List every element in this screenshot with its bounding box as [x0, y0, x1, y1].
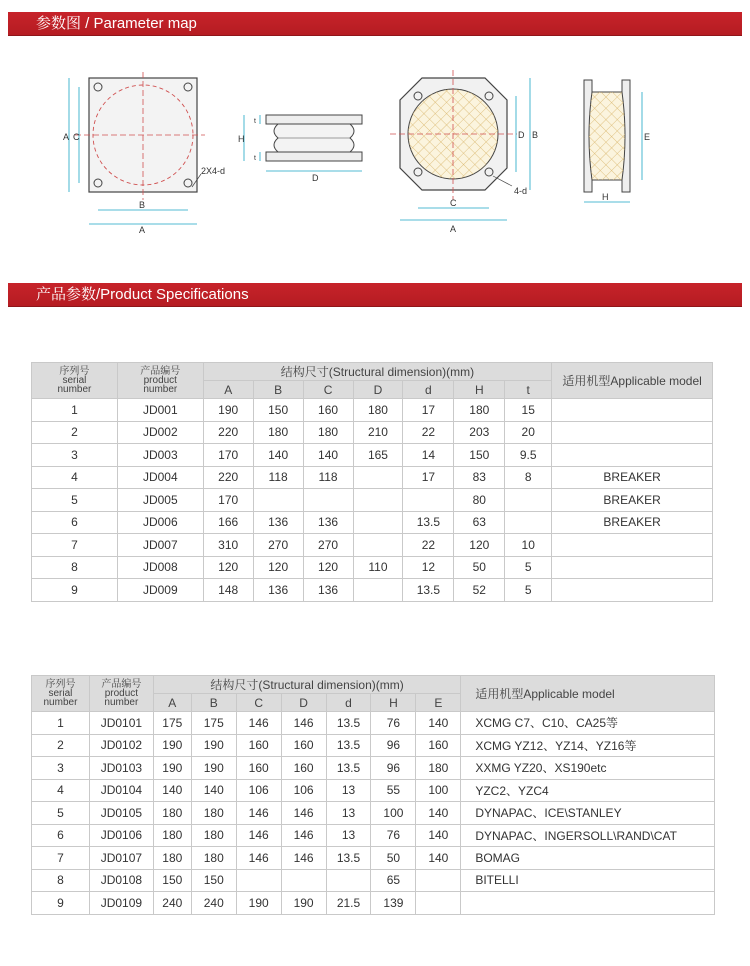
dimension-cell: 148 — [203, 579, 253, 602]
spec-table-2 — [31, 675, 715, 915]
label-b: B — [139, 200, 146, 210]
parameter-map-title: 参数图 / Parameter map — [36, 15, 197, 32]
spec-table-1-body — [32, 399, 713, 602]
dimension-cell: 106 — [236, 779, 281, 802]
dimension-cell: 76 — [371, 824, 416, 847]
serial-cell: 9 — [32, 892, 90, 915]
dimension-cell: 150 — [153, 869, 191, 892]
label-a-vertical: A — [63, 132, 70, 142]
product-code-cell: JD008 — [117, 556, 203, 579]
label-d-upper: D — [518, 130, 525, 140]
serial-cell: 6 — [32, 511, 118, 534]
dimension-cell: 146 — [281, 847, 326, 870]
table-row — [32, 824, 715, 847]
serial-cell: 6 — [32, 824, 90, 847]
serial-header-en2: number — [57, 384, 92, 395]
dimension-cell: 17 — [403, 399, 454, 422]
serial-cell: 3 — [32, 757, 90, 780]
column-header: d — [326, 694, 371, 712]
label-h: H — [238, 134, 245, 144]
dimension-cell: 136 — [253, 511, 303, 534]
product-code-cell: JD0108 — [89, 869, 153, 892]
dimension-cell: 146 — [236, 802, 281, 825]
dimension-cell: 166 — [203, 511, 253, 534]
dimension-cell: 150 — [454, 444, 505, 467]
dimension-cell: 175 — [153, 712, 191, 735]
dimension-cell: 210 — [353, 421, 403, 444]
model-cell: XXMG YZ20、XS190etc — [461, 757, 715, 780]
dimension-cell: 180 — [454, 399, 505, 422]
dimension-cell — [505, 511, 552, 534]
serial-cell: 4 — [32, 466, 118, 489]
table-row — [32, 779, 715, 802]
serial-cell: 2 — [32, 734, 90, 757]
dimension-cell — [353, 466, 403, 489]
serial-cell: 7 — [32, 847, 90, 870]
dimension-cell: 160 — [281, 757, 326, 780]
dimension-cell — [505, 489, 552, 512]
serial-cell: 1 — [32, 399, 118, 422]
dimension-cell: 136 — [303, 579, 353, 602]
dimension-cell: 5 — [505, 556, 552, 579]
label-2x4-d: 2X4-d — [201, 166, 226, 176]
dimension-cell: 220 — [203, 466, 253, 489]
dimension-cell: 13.5 — [326, 712, 371, 735]
dimension-cell: 118 — [253, 466, 303, 489]
serial-cell: 7 — [32, 534, 118, 557]
dimension-cell: 100 — [416, 779, 461, 802]
product-header — [89, 676, 153, 712]
dimension-cell: 83 — [454, 466, 505, 489]
dimension-cell: 17 — [403, 466, 454, 489]
serial-cell: 1 — [32, 712, 90, 735]
dimension-cell: 180 — [253, 421, 303, 444]
product-header-cn: 产品编号 — [101, 679, 142, 690]
product-header-en2: number — [104, 697, 139, 708]
dimension-cell: 190 — [191, 757, 236, 780]
dimension-header: 结构尺寸(Structural dimension)(mm) — [203, 363, 551, 381]
spec-table-2-body — [32, 712, 715, 915]
dimension-cell: 140 — [416, 847, 461, 870]
table-row — [32, 734, 715, 757]
product-code-cell: JD001 — [117, 399, 203, 422]
dimension-header: 结构尺寸(Structural dimension)(mm) — [153, 676, 460, 694]
dimension-cell: 100 — [371, 802, 416, 825]
table-row — [32, 534, 713, 557]
dimension-cell: 170 — [203, 489, 253, 512]
label-c-bottom: C — [450, 198, 457, 208]
dimension-cell — [353, 511, 403, 534]
dimension-cell: 190 — [191, 734, 236, 757]
dimension-cell: 120 — [303, 556, 353, 579]
dimension-cell: 175 — [191, 712, 236, 735]
serial-cell: 8 — [32, 869, 90, 892]
dimension-cell: 106 — [281, 779, 326, 802]
dimension-cell: 150 — [253, 399, 303, 422]
product-header — [117, 363, 203, 399]
dimension-cell: 15 — [505, 399, 552, 422]
dimension-cell — [281, 869, 326, 892]
product-code-cell: JD006 — [117, 511, 203, 534]
dimension-cell: 80 — [454, 489, 505, 512]
dimension-cell: 140 — [416, 802, 461, 825]
dimension-cell: 21.5 — [326, 892, 371, 915]
dimension-cell: 203 — [454, 421, 505, 444]
serial-header-en: serial — [48, 688, 73, 699]
dimension-cell: 9.5 — [505, 444, 552, 467]
dimension-cell: 270 — [303, 534, 353, 557]
product-code-cell: JD0102 — [89, 734, 153, 757]
dimension-cell: 180 — [153, 802, 191, 825]
product-code-cell: JD0107 — [89, 847, 153, 870]
product-header-cn: 产品编号 — [140, 366, 181, 377]
label-c: C — [73, 132, 80, 142]
model-cell — [552, 421, 713, 444]
table-row — [32, 847, 715, 870]
dimension-cell: 139 — [371, 892, 416, 915]
dimension-cell: 160 — [236, 734, 281, 757]
model-cell — [552, 556, 713, 579]
parameter-map-banner — [8, 12, 742, 36]
dimension-cell: 8 — [505, 466, 552, 489]
column-header: t — [505, 381, 552, 399]
model-cell — [552, 444, 713, 467]
dimension-cell: 13.5 — [326, 734, 371, 757]
dimension-cell: 240 — [191, 892, 236, 915]
dimension-cell: 120 — [203, 556, 253, 579]
model-cell: XCMG C7、C10、CA25等 — [461, 712, 715, 735]
dimension-cell — [416, 892, 461, 915]
model-cell: XCMG YZ12、YZ14、YZ16等 — [461, 734, 715, 757]
dimension-cell — [253, 489, 303, 512]
dimension-cell: 146 — [236, 824, 281, 847]
dimension-cell: 136 — [303, 511, 353, 534]
serial-cell: 4 — [32, 779, 90, 802]
dimension-cell: 160 — [303, 399, 353, 422]
product-header-en2: number — [143, 384, 178, 395]
product-header-en: product — [143, 375, 177, 386]
serial-header-cn: 序列号 — [59, 366, 90, 377]
table-row — [32, 444, 713, 467]
dimension-cell: 310 — [203, 534, 253, 557]
column-header: C — [303, 381, 353, 399]
product-code-cell: JD009 — [117, 579, 203, 602]
product-code-cell: JD0106 — [89, 824, 153, 847]
dimension-cell: 96 — [371, 734, 416, 757]
label-4-d: 4-d — [514, 186, 528, 196]
dimension-cell: 220 — [203, 421, 253, 444]
dimension-cell: 13.5 — [326, 847, 371, 870]
serial-cell: 8 — [32, 556, 118, 579]
dimension-cell: 22 — [403, 421, 454, 444]
table-row — [32, 466, 713, 489]
column-header: B — [253, 381, 303, 399]
dimension-cell: 76 — [371, 712, 416, 735]
dimension-cell: 118 — [303, 466, 353, 489]
label-a: A — [139, 225, 146, 235]
label-d: D — [312, 173, 319, 183]
dimension-cell: 22 — [403, 534, 454, 557]
dimension-cell: 160 — [281, 734, 326, 757]
column-header: d — [403, 381, 454, 399]
dimension-cell: 13 — [326, 802, 371, 825]
dimension-cell: 140 — [416, 824, 461, 847]
table-row — [32, 399, 713, 422]
dimension-cell: 190 — [236, 892, 281, 915]
dimension-cell: 50 — [454, 556, 505, 579]
column-header: H — [454, 381, 505, 399]
product-code-cell: JD0109 — [89, 892, 153, 915]
dimension-cell — [326, 869, 371, 892]
label-b-right: B — [532, 130, 539, 140]
dimension-cell — [236, 869, 281, 892]
product-code-cell: JD003 — [117, 444, 203, 467]
serial-cell: 2 — [32, 421, 118, 444]
dimension-cell — [303, 489, 353, 512]
dimension-cell: 55 — [371, 779, 416, 802]
table-row — [32, 421, 713, 444]
dimension-cell: 13.5 — [403, 579, 454, 602]
model-header: 适用机型Applicable model — [552, 363, 713, 399]
dimension-cell: 190 — [281, 892, 326, 915]
dimension-cell: 270 — [253, 534, 303, 557]
dimension-cell: 120 — [454, 534, 505, 557]
column-header: H — [371, 694, 416, 712]
dimension-cell: 180 — [153, 847, 191, 870]
dimension-cell: 146 — [281, 802, 326, 825]
dimension-cell: 146 — [281, 824, 326, 847]
dimension-cell — [353, 489, 403, 512]
dimension-cell: 20 — [505, 421, 552, 444]
dimension-cell: 170 — [203, 444, 253, 467]
dimension-cell: 150 — [191, 869, 236, 892]
model-cell: BOMAG — [461, 847, 715, 870]
dimension-cell: 136 — [253, 579, 303, 602]
column-header: D — [353, 381, 403, 399]
dimension-cell: 160 — [236, 757, 281, 780]
dimension-cell: 180 — [191, 847, 236, 870]
product-specifications-title: 产品参数/Product Specifications — [36, 286, 249, 303]
column-header: E — [416, 694, 461, 712]
column-header: D — [281, 694, 326, 712]
dimension-cell — [353, 534, 403, 557]
dimension-cell: 14 — [403, 444, 454, 467]
product-code-cell: JD0104 — [89, 779, 153, 802]
serial-cell: 5 — [32, 489, 118, 512]
diagram-mount-side-view — [232, 95, 372, 185]
column-header: B — [191, 694, 236, 712]
column-header: C — [236, 694, 281, 712]
dimension-cell: 160 — [416, 734, 461, 757]
dimension-cell: 190 — [153, 757, 191, 780]
model-cell — [552, 579, 713, 602]
dimension-cell: 140 — [191, 779, 236, 802]
dimension-cell: 63 — [454, 511, 505, 534]
diagram-cylinder-side-view — [572, 74, 662, 214]
dimension-cell: 65 — [371, 869, 416, 892]
model-cell — [461, 892, 715, 915]
dimension-cell: 50 — [371, 847, 416, 870]
dimension-cell — [416, 869, 461, 892]
dimension-cell: 13 — [326, 824, 371, 847]
dimension-cell: 146 — [236, 712, 281, 735]
product-code-cell: JD004 — [117, 466, 203, 489]
serial-header-cn: 序列号 — [45, 679, 76, 690]
dimension-cell: 140 — [253, 444, 303, 467]
dimension-cell: 140 — [303, 444, 353, 467]
dimension-cell: 12 — [403, 556, 454, 579]
table-row — [32, 511, 713, 534]
serial-header-en: serial — [62, 375, 87, 386]
model-cell: BREAKER — [552, 489, 713, 512]
serial-header-en2: number — [43, 697, 78, 708]
dimension-cell: 180 — [191, 824, 236, 847]
diagram-octagon-top-view — [390, 68, 550, 240]
dimension-cell: 120 — [253, 556, 303, 579]
dimension-cell: 180 — [416, 757, 461, 780]
dimension-cell — [353, 579, 403, 602]
dimension-cell: 10 — [505, 534, 552, 557]
label-t-bottom: t — [254, 155, 256, 162]
product-code-cell: JD0105 — [89, 802, 153, 825]
product-code-cell: JD0103 — [89, 757, 153, 780]
column-header: A — [203, 381, 253, 399]
table-row — [32, 757, 715, 780]
product-specifications-banner — [8, 283, 742, 307]
dimension-cell: 13.5 — [326, 757, 371, 780]
spec-table-1 — [31, 362, 713, 602]
dimension-cell: 52 — [454, 579, 505, 602]
dimension-cell — [403, 489, 454, 512]
model-cell: BREAKER — [552, 511, 713, 534]
table-row — [32, 579, 713, 602]
column-header: A — [153, 694, 191, 712]
model-cell: DYNAPAC、INGERSOLL\RAND\CAT — [461, 824, 715, 847]
dimension-cell: 110 — [353, 556, 403, 579]
serial-cell: 5 — [32, 802, 90, 825]
model-cell: BITELLI — [461, 869, 715, 892]
table-row — [32, 712, 715, 735]
dimension-cell: 180 — [191, 802, 236, 825]
table-row — [32, 892, 715, 915]
label-e: E — [644, 132, 651, 142]
serial-header — [32, 363, 118, 399]
serial-cell: 3 — [32, 444, 118, 467]
product-code-cell: JD005 — [117, 489, 203, 512]
product-code-cell: JD0101 — [89, 712, 153, 735]
table-row — [32, 869, 715, 892]
model-cell: BREAKER — [552, 466, 713, 489]
dimension-cell: 180 — [303, 421, 353, 444]
serial-header — [32, 676, 90, 712]
serial-cell: 9 — [32, 579, 118, 602]
dimension-cell: 165 — [353, 444, 403, 467]
dimension-cell: 146 — [236, 847, 281, 870]
product-header-en: product — [104, 688, 139, 699]
dimension-cell: 190 — [153, 734, 191, 757]
model-header: 适用机型Applicable model — [461, 676, 715, 712]
label-t-top: t — [254, 118, 256, 125]
label-a-bottom: A — [450, 224, 457, 234]
product-code-cell: JD007 — [117, 534, 203, 557]
dimension-cell: 13 — [326, 779, 371, 802]
dimension-cell: 96 — [371, 757, 416, 780]
dimension-cell: 190 — [203, 399, 253, 422]
diagram-plate-top-view — [55, 70, 245, 240]
dimension-cell: 13.5 — [403, 511, 454, 534]
dimension-cell: 240 — [153, 892, 191, 915]
dimension-cell: 140 — [416, 712, 461, 735]
model-cell: DYNAPAC、ICE\STANLEY — [461, 802, 715, 825]
table-row — [32, 489, 713, 512]
model-cell — [552, 534, 713, 557]
dimension-cell: 140 — [153, 779, 191, 802]
product-code-cell: JD002 — [117, 421, 203, 444]
label-h-cyl: H — [602, 192, 609, 202]
dimension-cell: 180 — [353, 399, 403, 422]
parameter-diagrams — [0, 60, 750, 240]
table-row — [32, 556, 713, 579]
dimension-cell: 180 — [153, 824, 191, 847]
model-cell — [552, 399, 713, 422]
table-row — [32, 802, 715, 825]
dimension-cell: 146 — [281, 712, 326, 735]
model-cell: YZC2、YZC4 — [461, 779, 715, 802]
dimension-cell: 5 — [505, 579, 552, 602]
